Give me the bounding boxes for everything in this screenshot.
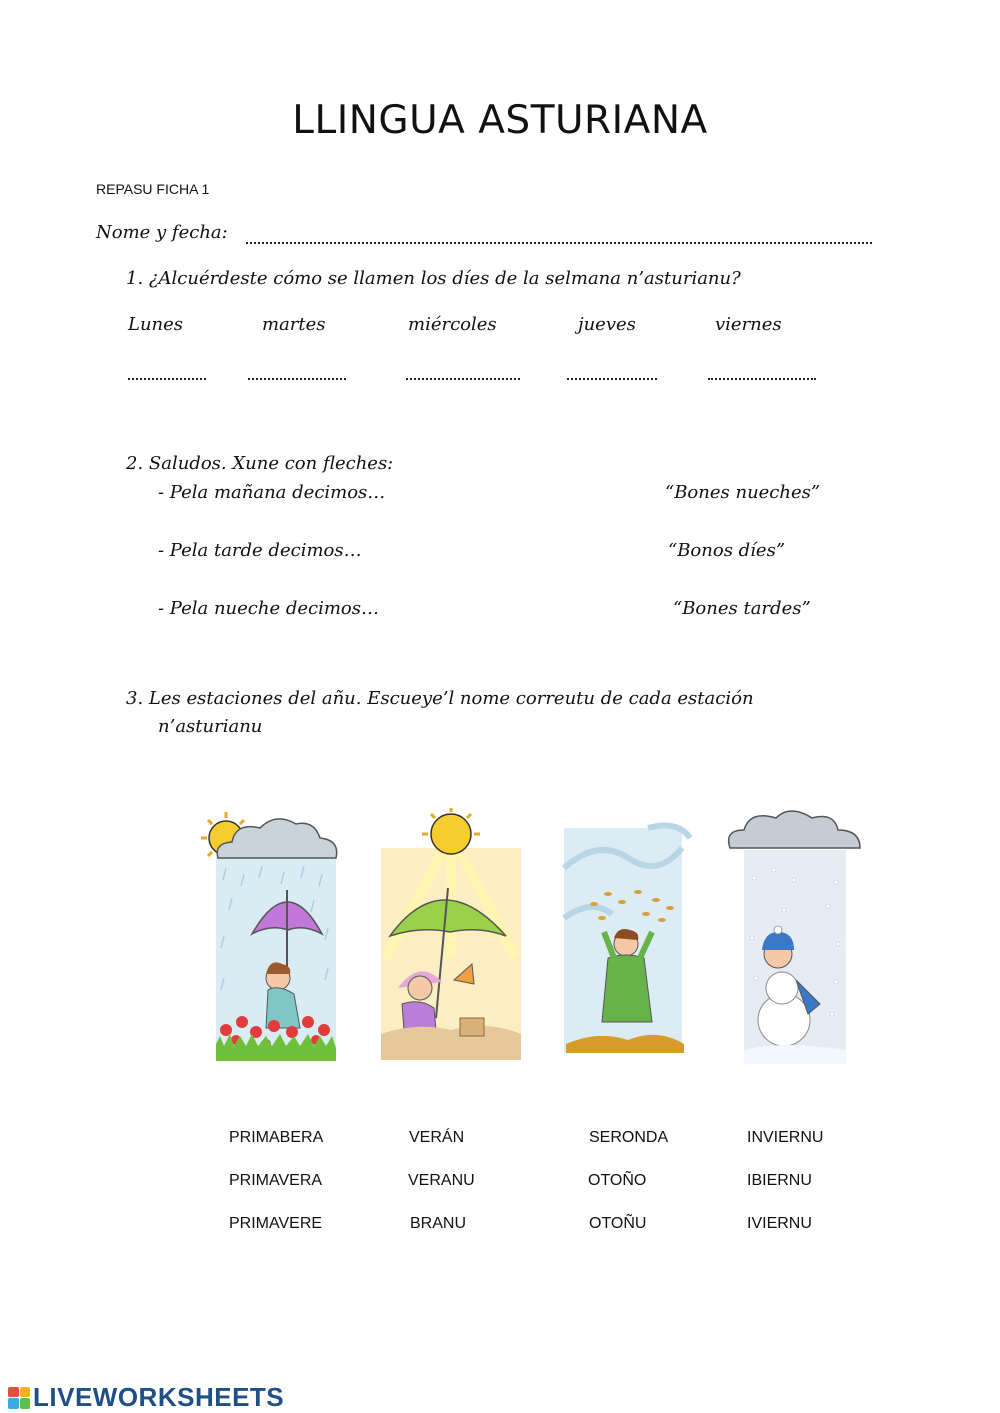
answer-blank-5[interactable]: [708, 376, 816, 380]
greeting-right-1[interactable]: “Bones nueches”: [665, 482, 821, 503]
liveworksheets-brand: [8, 1382, 284, 1413]
option-summer-1[interactable]: VERÁN: [409, 1129, 465, 1146]
option-summer-2[interactable]: VERANU: [408, 1172, 475, 1189]
greeting-left-night[interactable]: - Pela nueche decimos…: [158, 598, 380, 619]
winter-illustration: [724, 808, 864, 1066]
answer-blank-2[interactable]: [248, 376, 346, 380]
option-autumn-2[interactable]: OTOÑO: [588, 1172, 647, 1189]
liveworksheets-wordmark: LIVEWORKSHEETS: [33, 1382, 285, 1412]
answer-blank-4[interactable]: [567, 376, 657, 380]
greeting-left-afternoon[interactable]: - Pela tarde decimos…: [158, 540, 362, 561]
greeting-right-3[interactable]: “Bones tardes”: [673, 598, 811, 619]
option-autumn-1[interactable]: SERONDA: [589, 1129, 669, 1146]
day-label-jueves: jueves: [578, 314, 636, 335]
option-spring-1[interactable]: PRIMABERA: [229, 1129, 324, 1146]
liveworksheets-logo-icon: [8, 1387, 30, 1409]
greeting-right-2[interactable]: “Bonos díes”: [668, 540, 786, 561]
name-date-field[interactable]: [246, 224, 872, 244]
summer-illustration: [376, 808, 526, 1066]
autumn-illustration: [558, 808, 700, 1066]
option-spring-2[interactable]: PRIMAVERA: [229, 1172, 323, 1189]
option-summer-3[interactable]: BRANU: [410, 1215, 467, 1232]
option-winter-2[interactable]: IBIERNU: [747, 1172, 812, 1189]
question-3: 3. Les estaciones del añu. Escueye’l nome correutu de cada estación: [126, 688, 754, 709]
worksheet-subtitle: REPASU FICHA 1: [96, 181, 210, 197]
day-label-miercoles: miércoles: [408, 314, 497, 335]
option-winter-3[interactable]: IVIERNU: [747, 1215, 812, 1232]
spring-illustration: [196, 808, 346, 1066]
question-1: 1. ¿Alcuérdeste cómo se llamen los díes de la selmana n’asturianu?: [126, 268, 741, 289]
option-winter-1[interactable]: INVIERNU: [747, 1129, 824, 1146]
greeting-left-morning[interactable]: - Pela mañana decimos…: [158, 482, 386, 503]
name-date-label: Nome y fecha:: [96, 222, 228, 243]
answer-blank-3[interactable]: [406, 376, 520, 380]
page-title: LLINGUA ASTURIANA: [292, 98, 708, 143]
answer-blank-1[interactable]: [128, 376, 206, 380]
day-label-viernes: viernes: [715, 314, 782, 335]
day-label-lunes: Lunes: [128, 314, 184, 335]
question-2: 2. Saludos. Xune con fleches:: [126, 453, 394, 474]
option-autumn-3[interactable]: OTOÑU: [589, 1215, 647, 1232]
day-label-martes: martes: [262, 314, 326, 335]
option-spring-3[interactable]: PRIMAVERE: [229, 1215, 323, 1232]
question-3-continued: n’asturianu: [158, 716, 263, 737]
